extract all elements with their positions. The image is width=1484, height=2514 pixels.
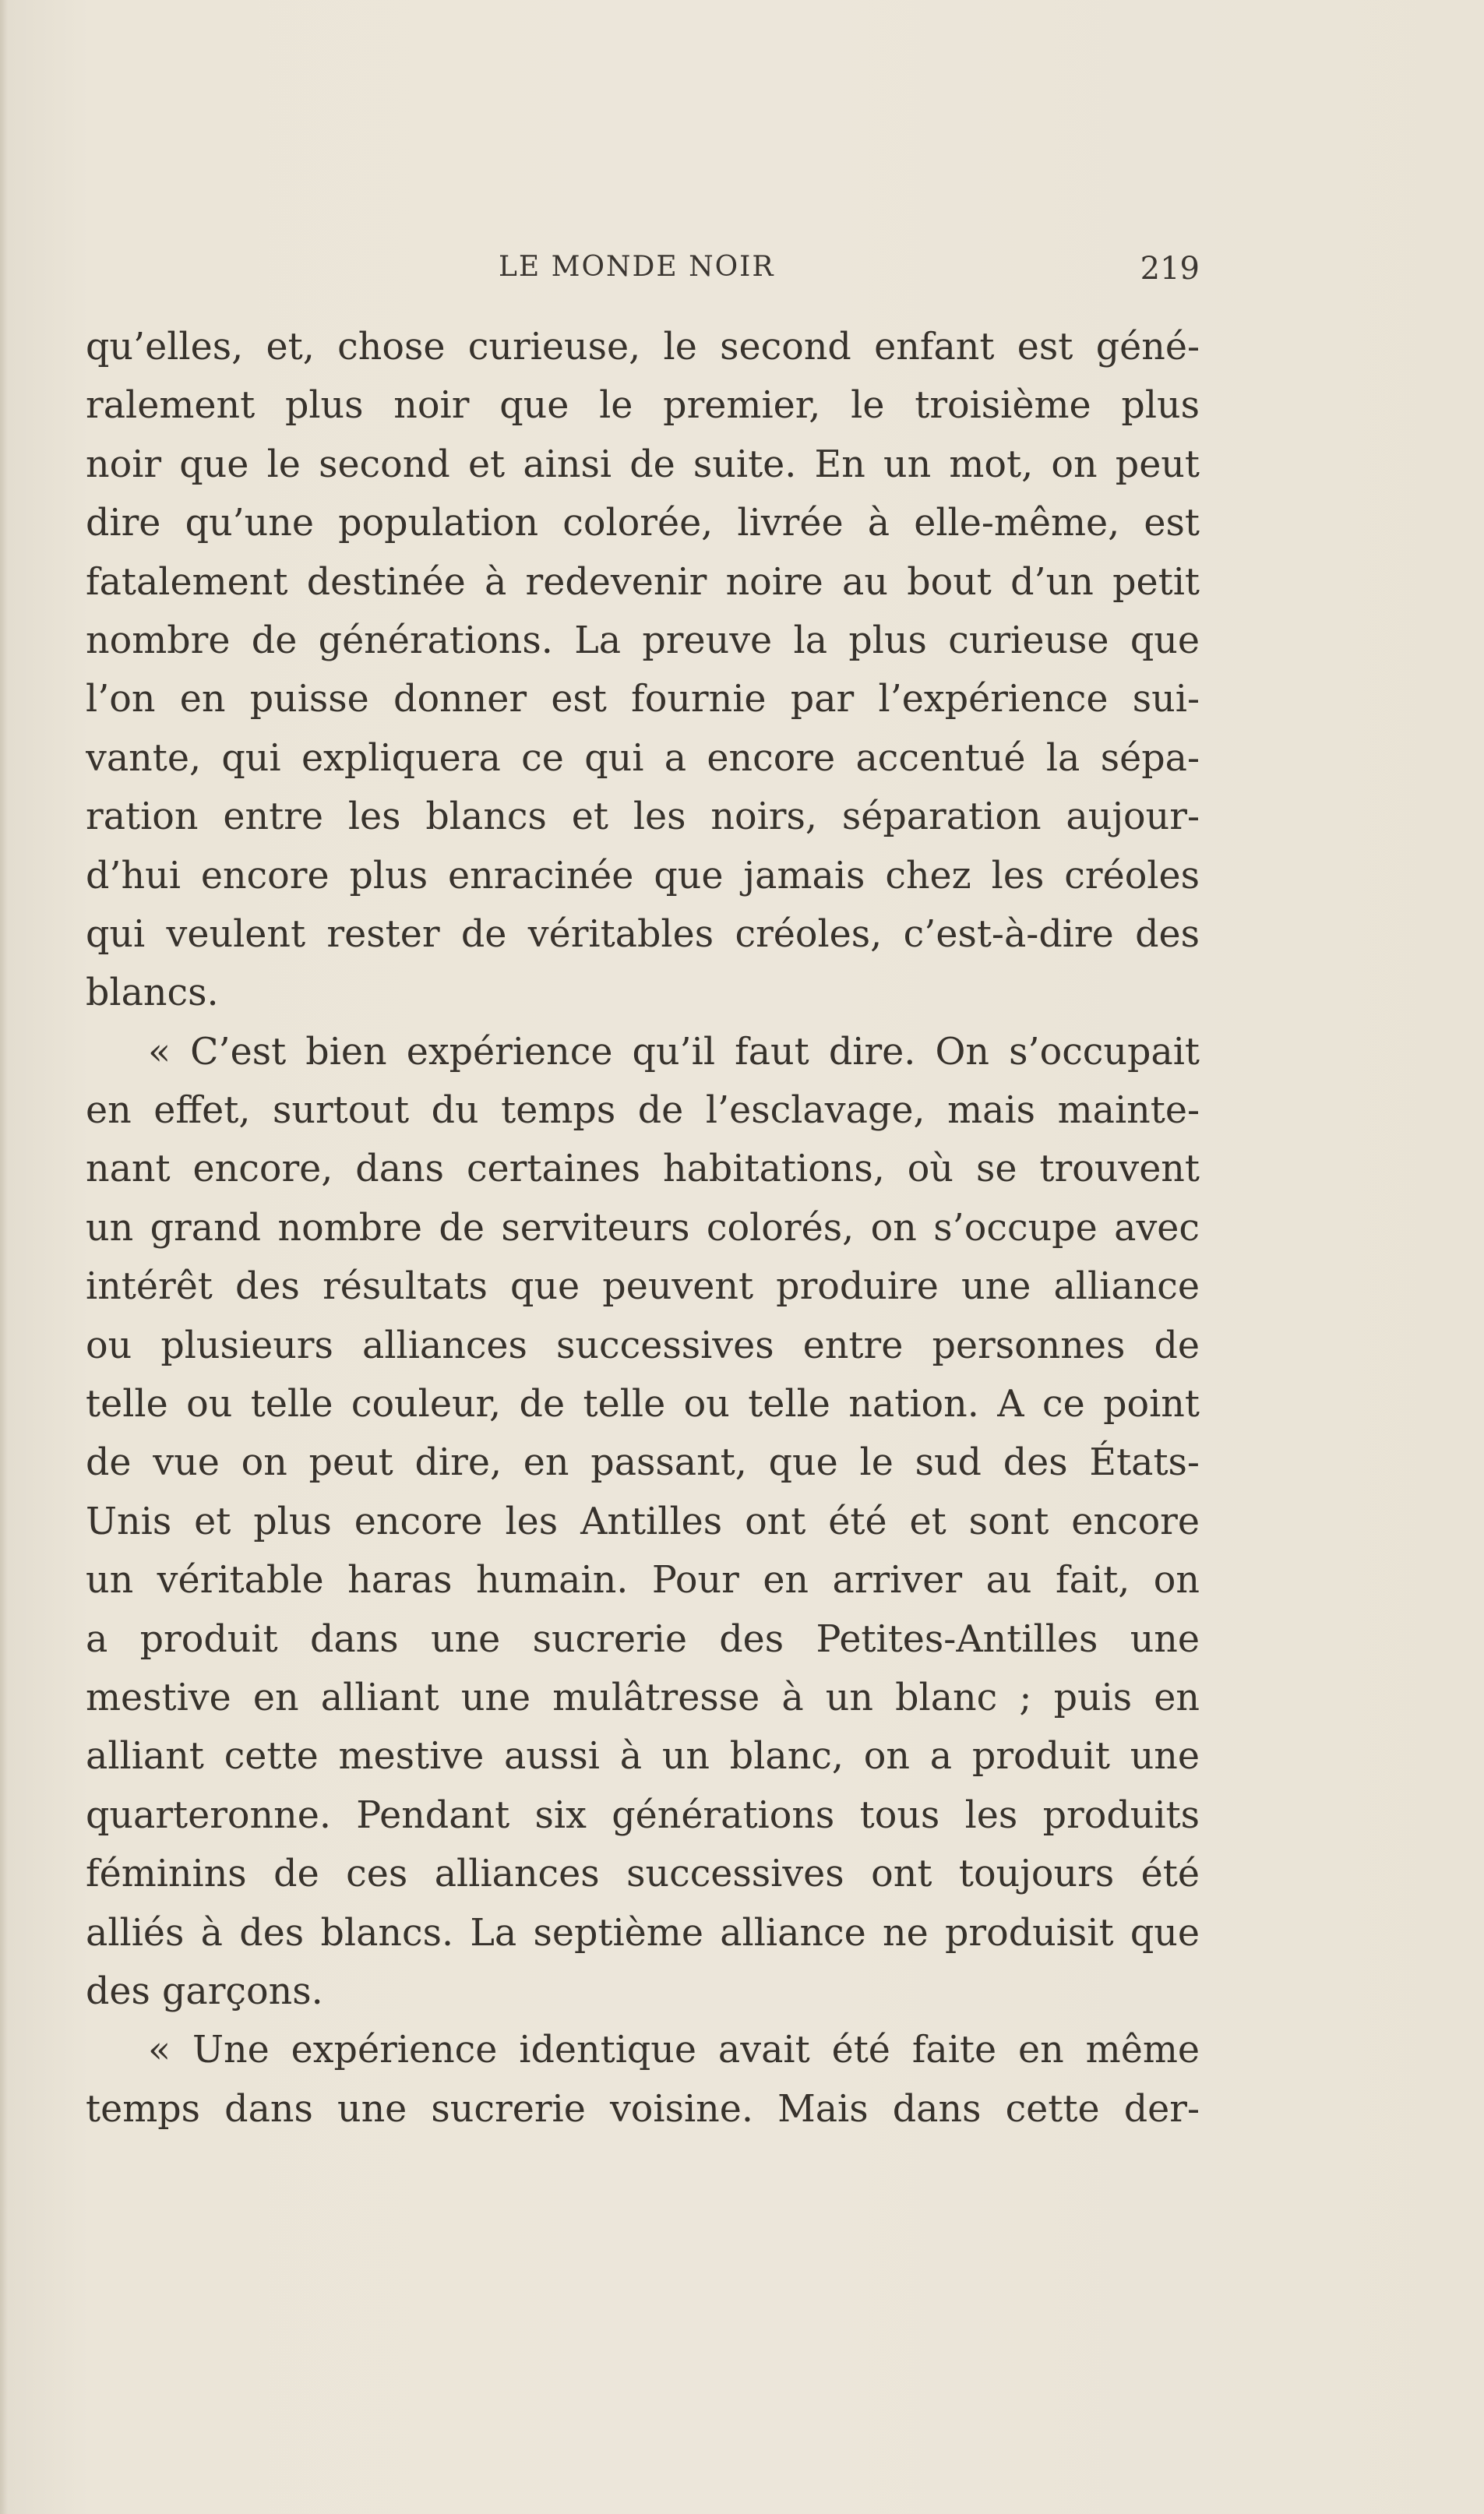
text-line: qui veulent rester de véritables créoles, c’est-à-dire des	[86, 912, 1200, 956]
text-line: un grand nombre de serviteurs colorés, on s’occupe avec	[86, 1206, 1200, 1250]
text-line: d’hui encore plus enracinée que jamais chez les créoles	[86, 854, 1200, 897]
text-line: a produit dans une sucrerie des Petites-Antilles une	[86, 1617, 1200, 1661]
text-line: dire qu’une population colorée, livrée à elle-même, est	[86, 502, 1200, 545]
text-line: nombre de générations. La preuve la plus curieuse que	[86, 619, 1200, 662]
page-number: 219	[1140, 251, 1200, 287]
text-line: féminins de ces alliances successives ont toujours été	[86, 1853, 1200, 1896]
running-title: LE MONDE NOIR	[499, 251, 775, 283]
text-line: ration entre les blancs et les noirs, séparation aujour-	[86, 795, 1200, 839]
text-line: vante, qui expliquera ce qui a encore accentué la sépa-	[86, 736, 1200, 780]
text-line: ou plusieurs alliances successives entre personnes de	[86, 1324, 1200, 1367]
text-line: ralement plus noir que le premier, le troisième plus	[86, 384, 1200, 428]
text-line: l’on en puisse donner est fournie par l’expérience sui-	[86, 678, 1200, 721]
text-line: alliant cette mestive aussi à un blanc, on a produit une	[86, 1735, 1200, 1779]
text-line: des garçons.	[86, 1969, 323, 2013]
text-line: nant encore, dans certaines habitations, où se trouvent	[86, 1148, 1200, 1191]
text-line: « C’est bien expérience qu’il faut dire. On s’occupait	[148, 1030, 1200, 1074]
text-line: mestive en alliant une mulâtresse à un blanc ; puis en	[86, 1676, 1200, 1719]
text-line: blancs.	[86, 971, 219, 1015]
text-line: un véritable haras humain. Pour en arriver au fait, on	[86, 1559, 1200, 1603]
text-line: « Une expérience identique avait été faite en même	[148, 2029, 1200, 2072]
text-line: alliés à des blancs. La septième alliance ne produisit que	[86, 1911, 1200, 1955]
text-line: Unis et plus encore les Antilles ont été et sont encore	[86, 1500, 1200, 1543]
text-line: telle ou telle couleur, de telle ou telle nation. A ce point	[86, 1383, 1200, 1426]
text-line: noir que le second et ainsi de suite. En un mot, on peut	[86, 443, 1200, 486]
text-line: quarteronne. Pendant six générations tous les produits	[86, 1793, 1200, 1837]
page-spine-shadow	[0, 0, 8, 2514]
text-line: en effet, surtout du temps de l’esclavage, mais mainte-	[86, 1089, 1200, 1133]
text-line: qu’elles, et, chose curieuse, le second enfant est géné-	[86, 326, 1200, 368]
running-head	[86, 251, 1200, 290]
text-line: de vue on peut dire, en passant, que le sud des États-	[86, 1441, 1200, 1485]
text-line: intérêt des résultats que peuvent produire une alliance	[86, 1265, 1200, 1309]
text-line: fatalement destinée à redevenir noire au bout d’un petit	[86, 560, 1200, 604]
text-line: temps dans une sucrerie voisine. Mais dans cette der-	[86, 2087, 1200, 2131]
body-text	[86, 318, 1200, 2138]
